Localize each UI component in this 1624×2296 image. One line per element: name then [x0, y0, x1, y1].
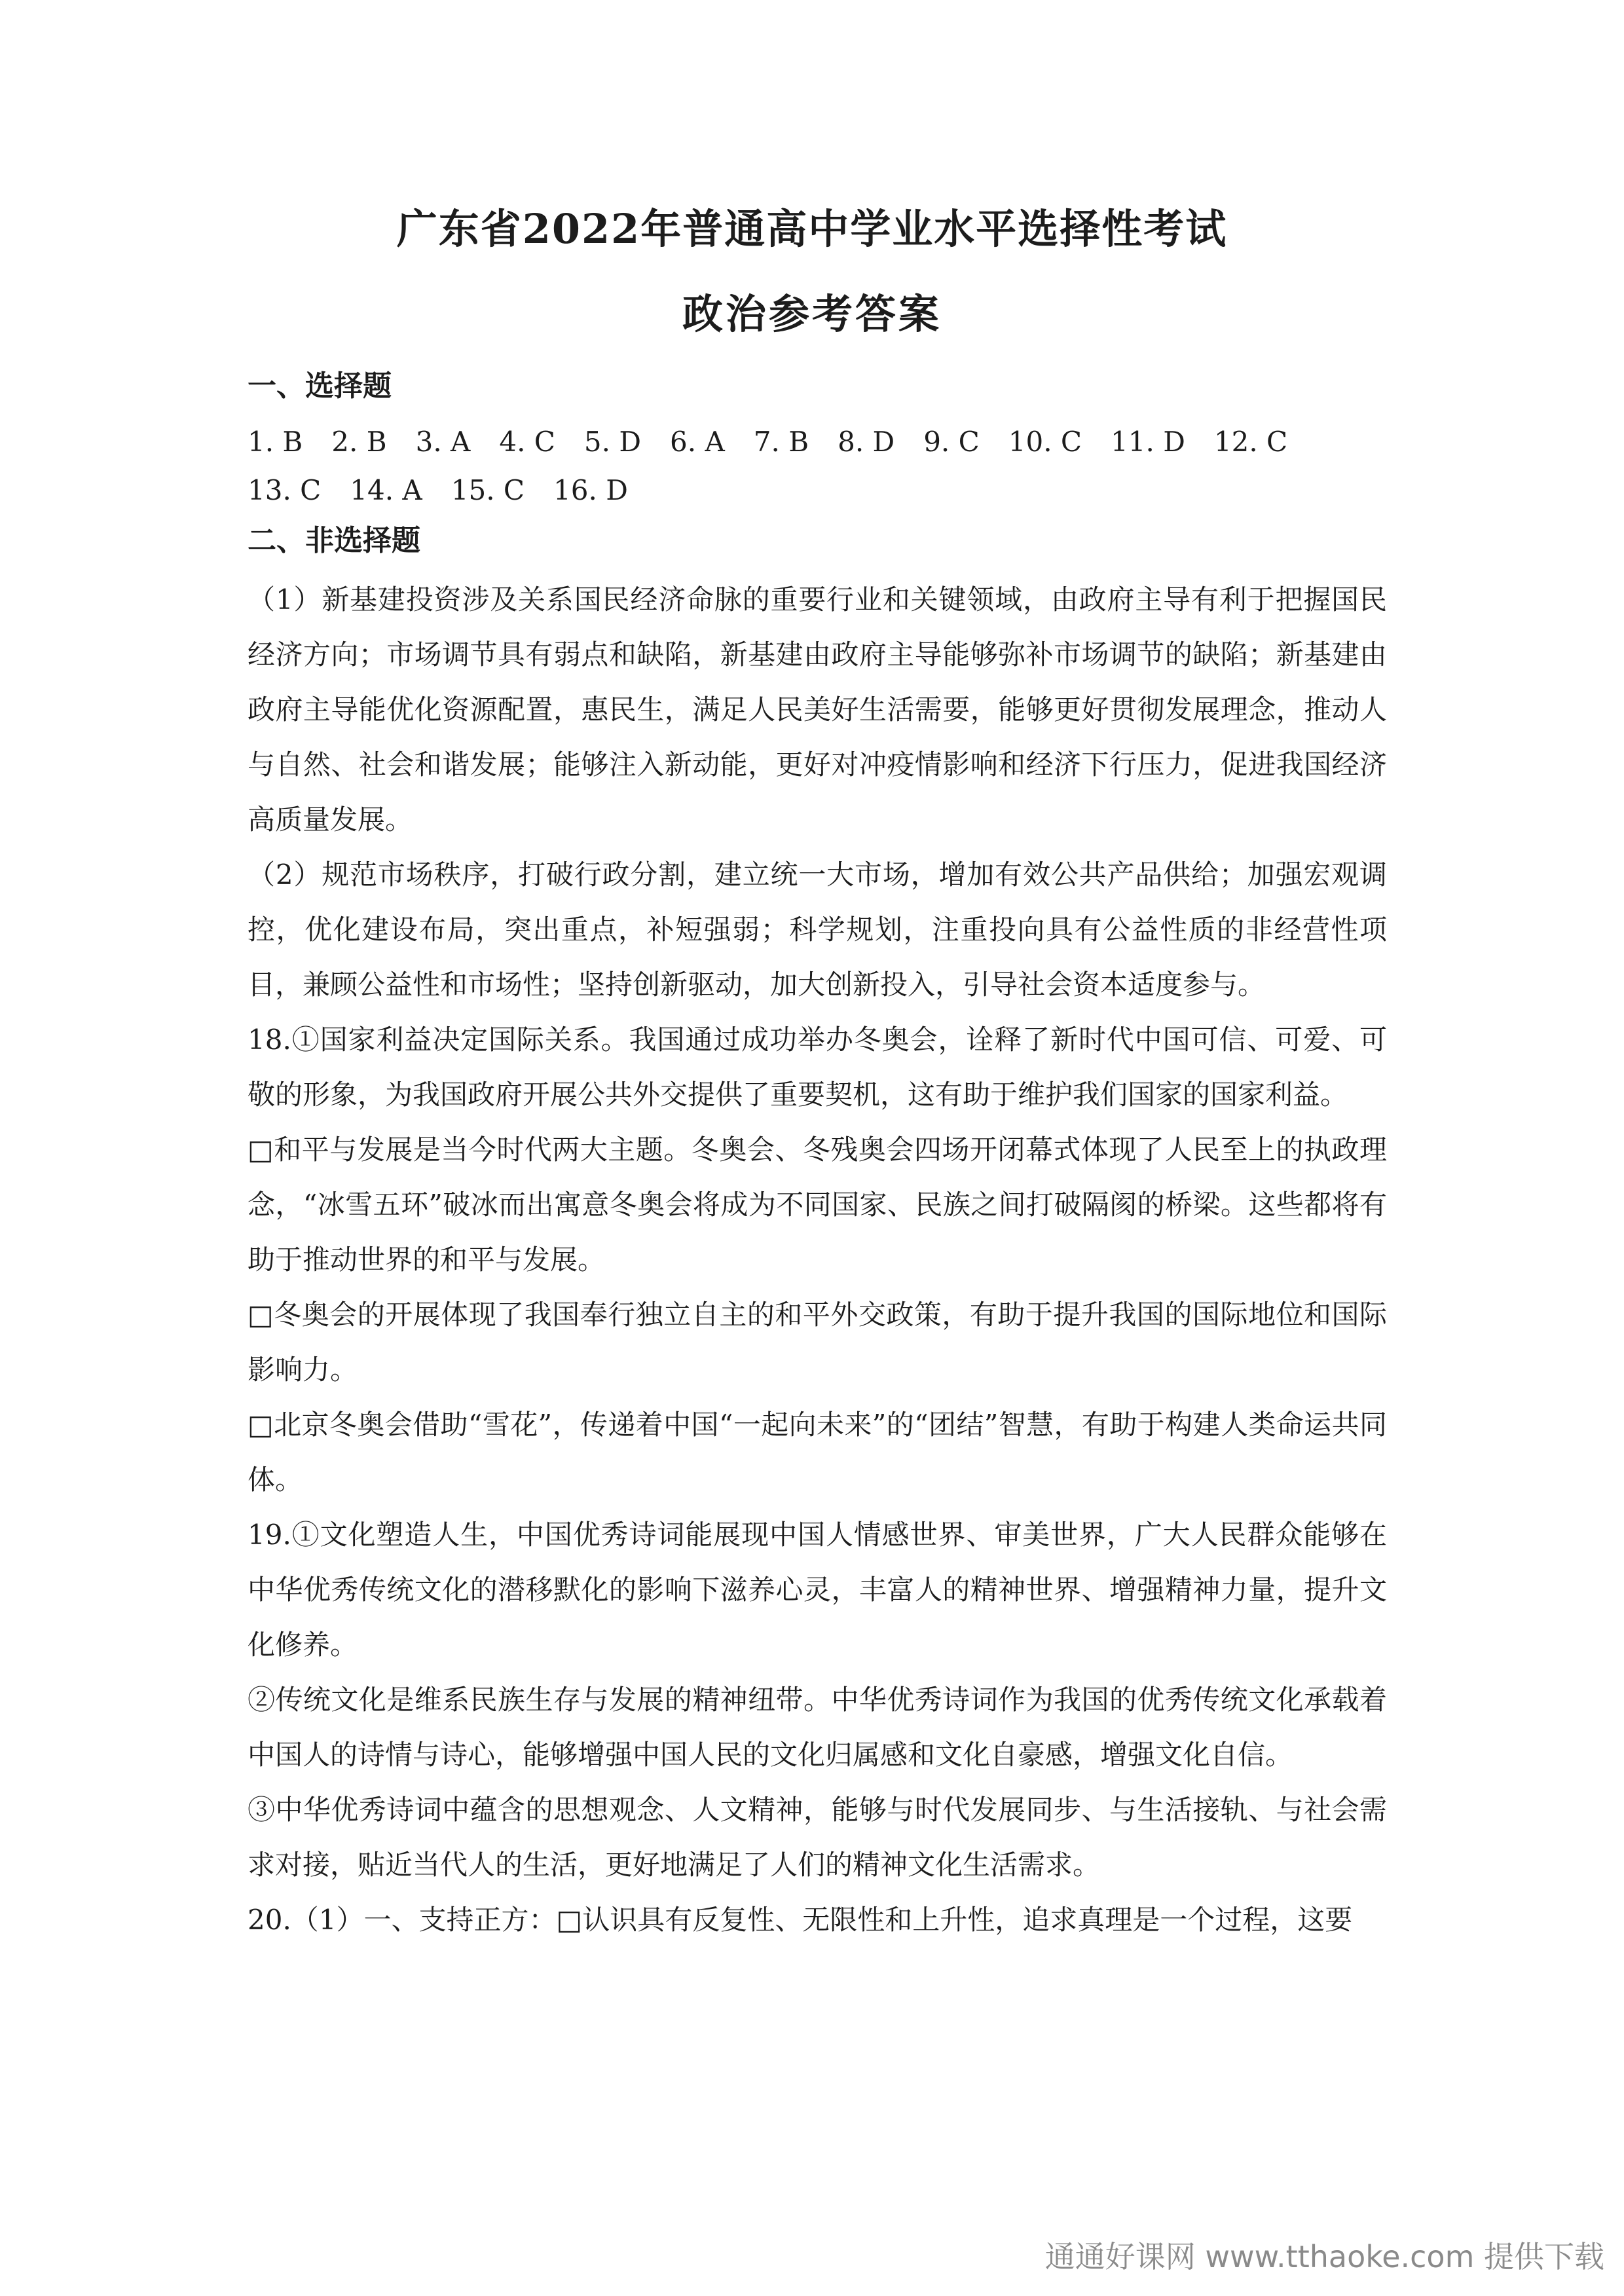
answer-paragraph: 18.①国家利益决定国际关系。我国通过成功举办冬奥会，诠释了新时代中国可信、可爱、可敬的形象，为我国政府开展公共外交提供了重要契机，这有助于维护我们国家的国家利益。: [248, 1024, 1387, 1111]
choice-answer: 2. B: [331, 426, 387, 458]
choice-answer: 8. D: [838, 426, 895, 458]
answer-paragraph: ③中华优秀诗词中蕴含的思想观念、人文精神，能够与时代发展同步、与生活接轨、与社会需求对接，贴近当代人的生活，更好地满足了人们的精神文化生活需求。: [248, 1794, 1387, 1881]
choice-answer: 1. B: [248, 426, 303, 458]
page-subtitle: 政治参考答案: [682, 290, 942, 338]
section-heading-nonchoice: 二、非选择题: [248, 524, 420, 557]
choice-answer: 14. A: [350, 474, 422, 506]
section-heading-choice: 一、选择题: [248, 369, 392, 403]
answer-paragraph: □北京冬奥会借助“雪花”，传递着中国“一起向未来”的“团结”智慧，有助于构建人类命运共同体。: [248, 1409, 1387, 1496]
answer-paragraph: （2）规范市场秩序，打破行政分割，建立统一大市场，增加有效公共产品供给；加强宏观调控，优化建设布局，突出重点，补短强弱；科学规划，注重投向具有公益性质的非经营性项目，兼顾公益性和市场性；坚持创新驱动，加大创新投入，引导社会资本适度参与。: [248, 859, 1387, 1001]
choice-answer: 16. D: [553, 474, 628, 506]
choice-answer: 11. D: [1111, 426, 1185, 458]
answer-paragraph: ②传统文化是维系民族生存与发展的精神纽带。中华优秀诗词作为我国的优秀传统文化承载着中国人的诗情与诗心，能够增强中国人民的文化归属感和文化自豪感，增强文化自信。: [248, 1684, 1387, 1771]
page-title: 广东省2022年普通高中学业水平选择性考试: [396, 205, 1228, 253]
choice-answer: 5. D: [583, 426, 642, 458]
answer-paragraph: 19.①文化塑造人生，中国优秀诗词能展现中国人情感世界、审美世界，广大人民群众能够在中华优秀传统文化的潜移默化的影响下滋养心灵，丰富人的精神世界、增强精神力量，提升文化修养。: [248, 1519, 1387, 1661]
choice-answer: 4. C: [499, 426, 555, 458]
choice-answer: 9. C: [923, 426, 980, 458]
answer-paragraph: □冬奥会的开展体现了我国奉行独立自主的和平外交政策，有助于提升我国的国际地位和国际影响力。: [248, 1299, 1387, 1386]
choice-answer: 7. B: [753, 426, 809, 458]
download-source-watermark: 通通好课网 www.tthaoke.com 提供下载: [1044, 2239, 1604, 2274]
choice-answer: 12. C: [1213, 426, 1288, 458]
answer-content: [248, 367, 1387, 1948]
choice-answer: 3. A: [415, 426, 471, 458]
answer-paragraph: 20.（1）一、支持正方：□认识具有反复性、无限性和上升性，追求真理是一个过程，这要: [248, 1904, 1353, 1936]
choice-answer: 10. C: [1008, 426, 1082, 458]
choice-answer: 6. A: [670, 426, 725, 458]
answer-paragraph: （1）新基建投资涉及关系国民经济命脉的重要行业和关键领域，由政府主导有利于把握国民经济方向；市场调节具有弱点和缺陷，新基建由政府主导能够弥补市场调节的缺陷；新基建由政府主导能优化资源配置，惠民生，满足人民美好生活需要，能够更好贯彻发展理念，推动人与自然、社会和谐发展；能够注入新动能，更好对冲疫情影响和经济下行压力，促进我国经济高质量发展。: [248, 583, 1387, 836]
choice-answer: 15. C: [451, 474, 525, 506]
choice-answers-list: [248, 418, 1387, 515]
choice-answer: 13. C: [248, 474, 322, 506]
answer-paragraph: □和平与发展是当今时代两大主题。冬奥会、冬残奥会四场开闭幕式体现了人民至上的执政理念，“冰雪五环”破冰而出寓意冬奥会将成为不同国家、民族之间打破隔阂的桥梁。这些都将有助于推动世界的和平与发展。: [248, 1134, 1387, 1276]
